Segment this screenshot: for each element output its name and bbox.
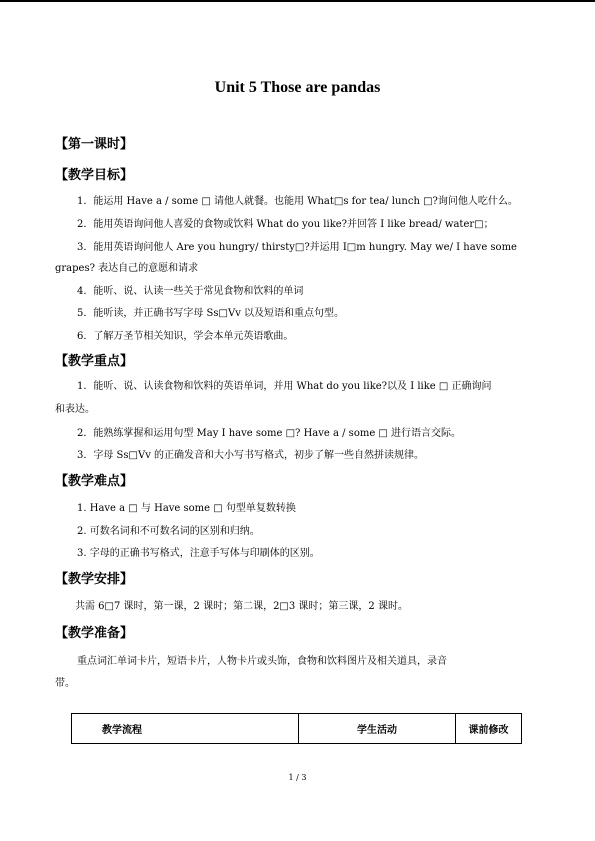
heading-preparation: 【教学准备】 — [55, 626, 134, 641]
goal-line: grapes? 表达自己的意愿和请求 — [55, 263, 199, 274]
difficult-point-line: 3. 字母的正确书写格式，注意手写体与印刷体的区别。 — [77, 548, 320, 559]
heading-goals: 【教学目标】 — [55, 168, 134, 183]
difficult-point-line: 1. Have a □ 与 Have some □ 句型单复数转换 — [77, 503, 296, 514]
goal-line: 2．能用英语询问他人喜爱的食物或饮料 What do you like?并回答 I like bread/ water□； — [77, 219, 494, 230]
key-point-line: 和表达。 — [55, 404, 95, 415]
key-point-line: 3．字母 Ss□Vv 的正确发音和大小写书写格式，初步了解一些自然拼读规律。 — [77, 450, 425, 461]
arrangement-text: 共需 6□7 课时，第一课，2 课时；第二课，2□3 课时；第三课，2 课时。 — [75, 601, 408, 612]
goal-line: 3．能用英语询问他人 Are you hungry/ thirsty□?并运用 I□m hungry. May we/ I have some — [77, 242, 517, 253]
table-header-revision: 课前修改 — [456, 714, 522, 744]
goal-line: 4．能听、说、认读一些关于常见食物和饮料的单词 — [77, 286, 304, 297]
table-header-student-activity: 学生活动 — [299, 714, 456, 744]
heading-difficult-points: 【教学难点】 — [55, 474, 134, 489]
preparation-line: 重点词汇单词卡片，短语卡片，人物卡片或头饰，食物和饮料图片及相关道具，录音 — [77, 656, 447, 667]
table-header-process: 教学流程 — [72, 714, 299, 744]
heading-lesson1: 【第一课时】 — [55, 137, 134, 152]
heading-key-points: 【教学重点】 — [55, 354, 134, 369]
key-point-line: 2．能熟练掌握和运用句型 May I have some □? Have a / some □ 进行语言交际。 — [77, 428, 462, 439]
key-point-line: 1．能听、说、认读食物和饮料的英语单词，并用 What do you like?以及 I like □ 正确询问 — [77, 381, 492, 392]
table-header-row — [72, 714, 522, 744]
heading-arrangement: 【教学安排】 — [55, 572, 134, 587]
page-number: 1 / 3 — [288, 773, 307, 782]
lesson-flow-table — [71, 713, 522, 744]
goal-line: 1．能运用 Have a / some □ 请他人就餐。也能用 What□s for tea/ lunch □?询问他人吃什么。 — [77, 196, 518, 207]
preparation-line: 带。 — [55, 678, 75, 689]
difficult-point-line: 2. 可数名词和不可数名词的区别和归纳。 — [77, 526, 260, 537]
top-rule — [0, 0, 595, 2]
goal-line: 5．能听读，并正确书写字母 Ss□Vv 以及短语和重点句型。 — [77, 308, 345, 319]
page-title: Unit 5 Those are pandas — [214, 79, 381, 96]
goal-line: 6．了解万圣节相关知识，学会本单元英语歌曲。 — [77, 331, 294, 342]
